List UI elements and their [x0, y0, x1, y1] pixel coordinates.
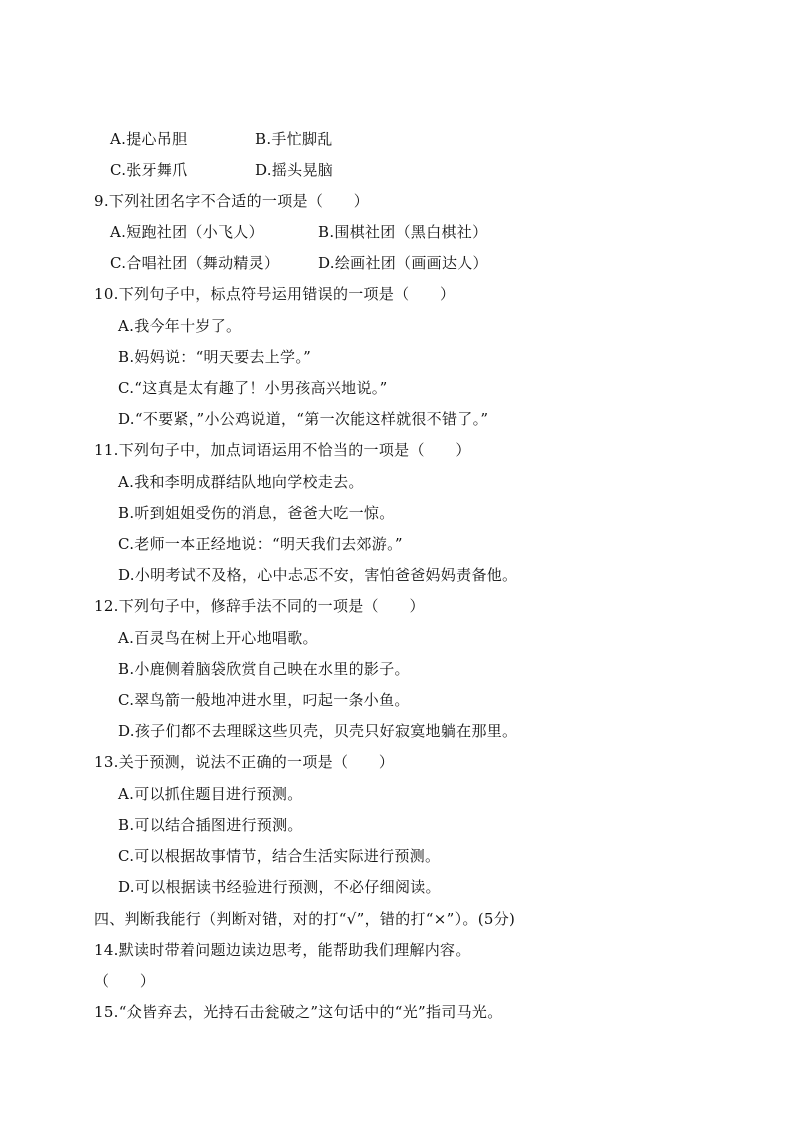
- q13-option-b: B.可以结合插图进行预测。: [118, 816, 303, 834]
- q8-option-row-2: [110, 160, 333, 180]
- q9-option-a: A.短跑社团（小飞人）: [110, 223, 264, 241]
- q14-answer-blank: （ ）: [94, 972, 156, 990]
- q9-option-b: B.围棋社团（黑白棋社）: [318, 223, 488, 241]
- q9-option-row-1: [110, 222, 487, 242]
- q9-stem: 9.下列社团名字不合适的一项是（ ）: [94, 192, 370, 210]
- q13-option-d: D.可以根据读书经验进行预测，不必仔细阅读。: [118, 878, 441, 896]
- q10-option-d: D.“不要紧，”小公鸡说道，“第一次能这样就很不错了。”: [118, 410, 489, 428]
- q9-option-d: D.绘画社团（画画达人）: [318, 254, 488, 272]
- q12-option-d: D.孩子们都不去理睬这些贝壳，贝壳只好寂寞地躺在那里。: [118, 722, 518, 740]
- q11-stem: 11.下列句子中，加点词语运用不恰当的一项是（ ）: [94, 441, 471, 459]
- q9-option-c: C.合唱社团（舞动精灵）: [110, 254, 280, 272]
- q11-option-d: D.小明考试不及格，心中忐忑不安，害怕爸爸妈妈责备他。: [118, 566, 518, 584]
- q8-option-b: B.手忙脚乱: [255, 130, 333, 148]
- q8-option-d: D.摇头晃脑: [255, 161, 334, 179]
- q10-option-a: A.我今年十岁了。: [118, 317, 242, 335]
- q8-option-c: C.张牙舞爪: [110, 161, 188, 179]
- q12-option-c: C.翠鸟箭一般地冲进水里，叼起一条小鱼。: [118, 691, 410, 709]
- q9-option-row-2: [110, 253, 488, 273]
- q11-option-c: C.老师一本正经地说：“明天我们去郊游。”: [118, 535, 403, 553]
- q13-option-c: C.可以根据故事情节，结合生活实际进行预测。: [118, 847, 441, 865]
- q8-option-row-1: [110, 129, 333, 149]
- q10-option-b: B.妈妈说：“明天要去上学。”: [118, 348, 312, 366]
- q8-option-a: A.提心吊胆: [110, 130, 188, 148]
- q12-option-a: A.百灵鸟在树上开心地唱歌。: [118, 629, 318, 647]
- section-4-heading: 四、判断我能行（判断对错，对的打“√”，错的打“×”）。(5分): [94, 910, 516, 928]
- q12-stem: 12.下列句子中，修辞手法不同的一项是（ ）: [94, 597, 425, 615]
- q13-option-a: A.可以抓住题目进行预测。: [118, 785, 303, 803]
- q13-stem: 13.关于预测，说法不正确的一项是（ ）: [94, 753, 395, 771]
- q15-stem: 15.“众皆弃去，光持石击瓮破之”这句话中的“光”指司马光。: [94, 1003, 503, 1021]
- q10-stem: 10.下列句子中，标点符号运用错误的一项是（ ）: [94, 285, 456, 303]
- q11-option-a: A.我和李明成群结队地向学校走去。: [118, 473, 364, 491]
- q12-option-b: B.小鹿侧着脑袋欣赏自己映在水里的影子。: [118, 660, 410, 678]
- q11-option-b: B.听到姐姐受伤的消息，爸爸大吃一惊。: [118, 504, 395, 522]
- q10-option-c: C.“这真是太有趣了！小男孩高兴地说。”: [118, 379, 388, 397]
- q14-stem: 14.默读时带着问题边读边思考，能帮助我们理解内容。: [94, 941, 471, 959]
